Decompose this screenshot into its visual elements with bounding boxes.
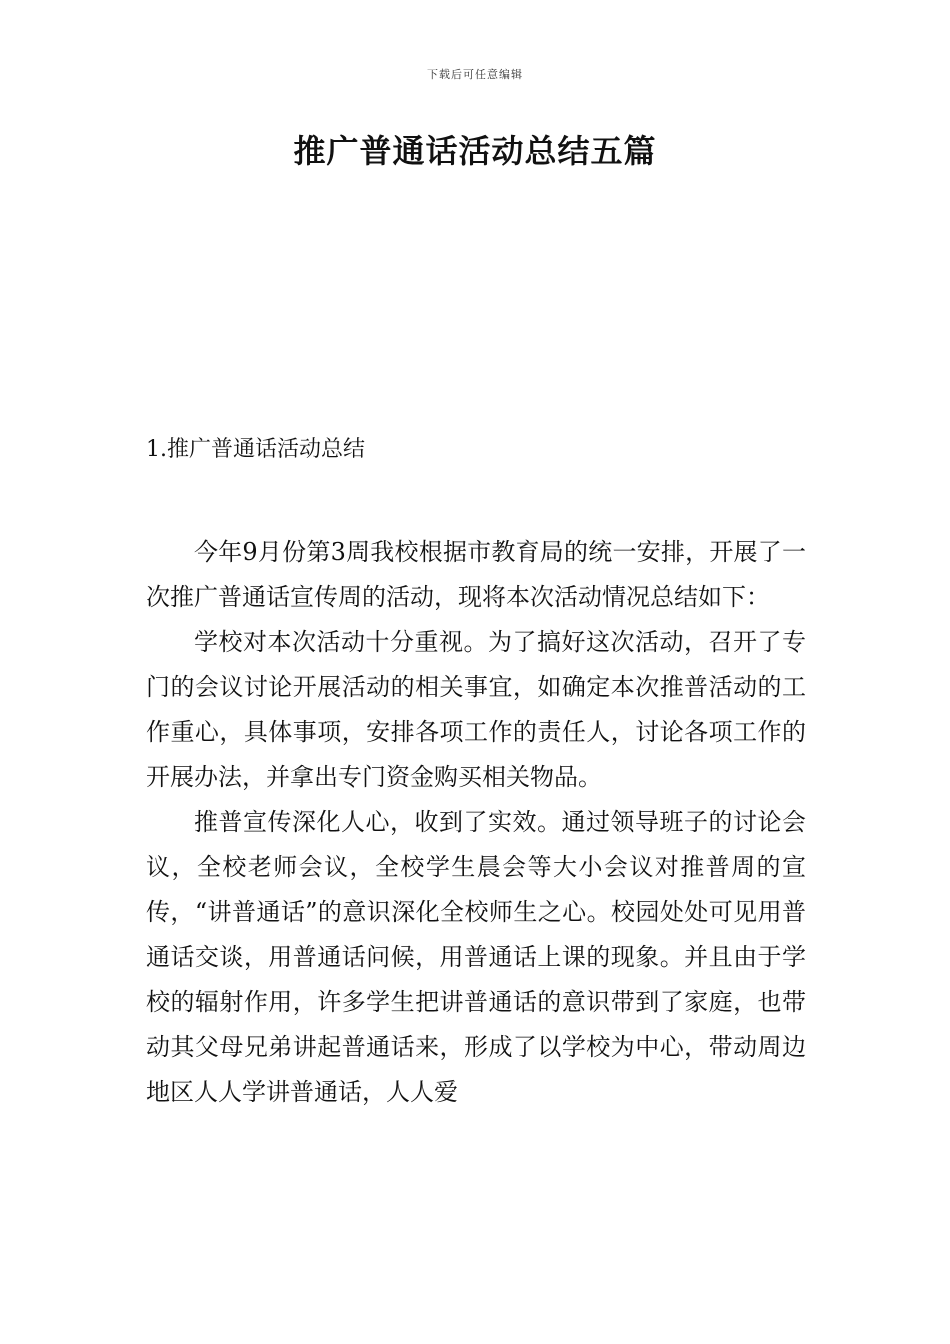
body-text xyxy=(146,530,806,1115)
paragraph-2: 学校对本次活动十分重视。为了搞好这次活动，召开了专门的会议讨论开展活动的相关事宜，如确定本次推普活动的工作重心，具体事项，安排各项工作的责任人，讨论各项工作的开展办法，并拿出专门资金购买相关物品。 xyxy=(146,628,806,791)
paragraph-3: 推普宣传深化人心，收到了实效。通过领导班子的讨论会议，全校老师会议，全校学生晨会等大小会议对推普周的宣传，“讲普通话”的意识深化全校师生之心。校园处处可见用普通话交谈，用普通话问候，用普通话上课的现象。并且由于学校的辐射作用，许多学生把讲普通话的意识带到了家庭，也带动其父母兄弟讲起普通话来，形成了以学校为中心，带动周边地区人人学讲普通话，人人爱 xyxy=(146,808,806,1106)
header-note: 下载后可任意编辑 xyxy=(427,68,523,81)
document-title: 推广普通话活动总结五篇 xyxy=(293,132,657,170)
section-heading: 1.推广普通话活动总结 xyxy=(146,437,365,462)
paragraph-1: 今年9月份第3周我校根据市教育局的统一安排，开展了一次推广普通话宣传周的活动，现将本次活动情况总结如下： xyxy=(146,538,806,611)
